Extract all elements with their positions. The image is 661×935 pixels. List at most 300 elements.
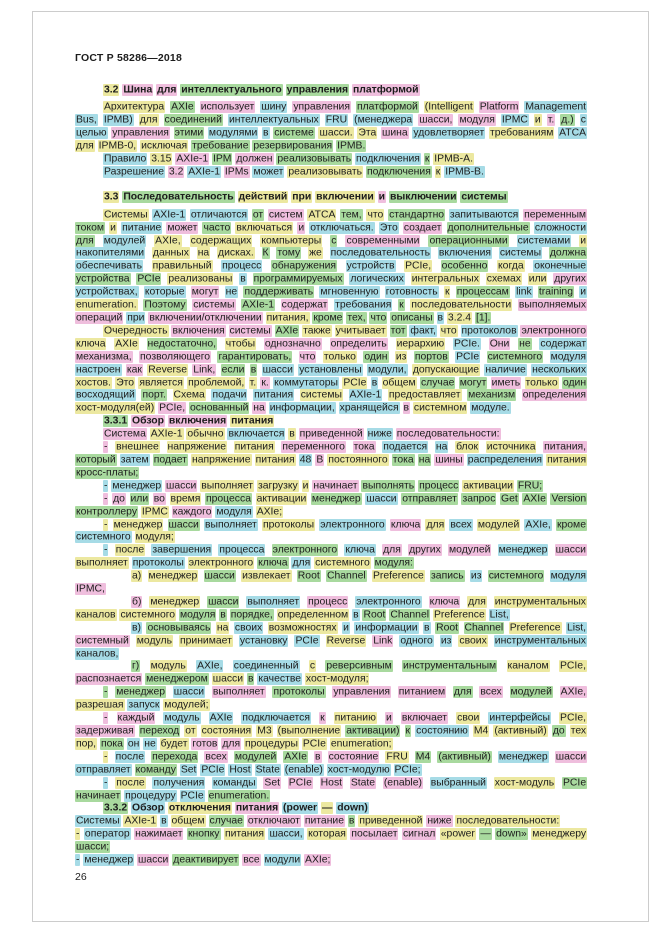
word-highlight: Set	[264, 777, 281, 789]
word-highlight: нажимает	[135, 828, 183, 840]
word-highlight: для	[292, 557, 311, 569]
word-highlight: особенно	[441, 260, 488, 272]
word-highlight: порядке,	[230, 609, 273, 621]
word-highlight: PCIe	[343, 377, 367, 389]
word-highlight: (активный)	[438, 751, 491, 763]
word-highlight: List,	[567, 622, 587, 634]
list-item	[75, 442, 587, 481]
word-highlight: в	[240, 273, 246, 285]
word-highlight: каждый	[117, 712, 155, 724]
word-highlight: устройствах,	[76, 286, 138, 298]
word-highlight: из	[470, 570, 482, 582]
word-highlight: до	[552, 725, 565, 737]
word-highlight: Архитектура	[104, 101, 165, 113]
word-highlight: схемах	[486, 273, 521, 285]
word-highlight: менеджеру	[532, 828, 587, 840]
word-highlight: на	[418, 454, 431, 466]
word-highlight: хостов.	[76, 377, 111, 389]
word-highlight: активации	[463, 480, 513, 492]
word-highlight: Management	[525, 101, 587, 113]
word-highlight: целью	[76, 127, 107, 139]
word-highlight: активации)	[346, 725, 400, 737]
word-highlight: должен	[236, 153, 273, 165]
word-highlight: факт,	[410, 325, 436, 337]
word-highlight: 3.2.4	[447, 312, 472, 324]
word-highlight: каналов,	[76, 648, 119, 660]
word-highlight: AXIe-1	[153, 209, 186, 221]
word-highlight: (Intelligent	[424, 101, 473, 113]
word-highlight: менеджер	[311, 493, 361, 505]
word-highlight: шасси	[262, 364, 293, 376]
word-highlight: к	[424, 153, 430, 165]
word-highlight: каждого	[172, 506, 212, 518]
word-highlight: требования	[335, 299, 392, 311]
word-highlight: управления	[333, 686, 390, 698]
word-highlight: training	[538, 286, 573, 298]
word-highlight: (enable)	[383, 777, 422, 789]
word-highlight: до	[113, 493, 125, 505]
word-highlight: модуля:	[374, 557, 413, 569]
word-highlight: питания,	[544, 441, 587, 453]
word-highlight: протоколы	[132, 557, 184, 569]
word-highlight: реализованы	[168, 273, 233, 285]
word-highlight: б)	[132, 596, 142, 608]
word-highlight: в	[348, 815, 355, 827]
word-highlight: менеджер	[498, 544, 548, 556]
word-highlight: платформой	[356, 101, 418, 113]
section-heading	[75, 191, 587, 204]
word-highlight: исключая	[141, 140, 188, 152]
word-highlight: пор,	[76, 738, 97, 750]
word-highlight: также	[303, 325, 331, 337]
word-highlight: модуле.	[471, 402, 510, 414]
word-highlight: шасси	[204, 570, 235, 582]
word-highlight: PCIe;	[394, 764, 421, 776]
word-highlight: состояние	[328, 751, 379, 763]
word-highlight: ATCA	[308, 209, 336, 221]
word-highlight: -	[76, 854, 80, 866]
word-highlight: если	[221, 364, 245, 376]
word-highlight: down)	[337, 802, 368, 814]
word-highlight: M4	[415, 751, 431, 763]
word-highlight: последовательности:	[456, 815, 560, 827]
word-highlight: хранящейся	[339, 402, 399, 414]
word-highlight: питания	[255, 454, 295, 466]
word-highlight: из	[440, 635, 452, 647]
word-highlight: 3.2	[168, 166, 184, 178]
word-highlight: которые	[144, 286, 185, 298]
word-highlight: распределения	[467, 454, 543, 466]
word-highlight: в	[220, 609, 226, 621]
word-highlight: одного	[400, 635, 433, 647]
word-highlight: и	[343, 622, 349, 634]
word-highlight: дисках.	[218, 247, 254, 259]
word-highlight: логических	[350, 273, 404, 285]
word-highlight: тока	[392, 454, 414, 466]
word-highlight: Схема	[173, 389, 205, 401]
word-highlight: электронного	[356, 596, 421, 608]
word-highlight: down»	[496, 828, 527, 840]
word-highlight: г)	[132, 660, 140, 672]
word-highlight: извлекает	[242, 570, 291, 582]
word-highlight: Link,	[193, 364, 216, 376]
list-item	[75, 545, 587, 571]
word-highlight: AXIe,	[560, 686, 587, 698]
word-highlight: -	[76, 828, 80, 840]
word-highlight: время	[170, 493, 201, 505]
word-highlight: enumeration.	[76, 299, 137, 311]
word-highlight: Reverse	[326, 635, 366, 647]
word-highlight: Platform	[479, 101, 519, 113]
word-highlight: (выполнение	[277, 725, 341, 737]
word-highlight: и	[110, 222, 116, 234]
word-highlight: модулей	[449, 544, 491, 556]
word-highlight: шасси.	[319, 127, 353, 139]
word-highlight: завершения	[152, 544, 212, 556]
word-highlight: питанием	[398, 686, 446, 698]
word-highlight: содержащих	[190, 235, 252, 247]
word-highlight: программируемых	[253, 273, 343, 285]
word-highlight: сигнал	[402, 828, 436, 840]
word-highlight: протоколов	[461, 325, 517, 337]
word-highlight: Это	[379, 222, 398, 234]
word-highlight: в	[371, 377, 378, 389]
word-highlight: соединений	[164, 114, 222, 126]
word-highlight: реализовывать	[277, 153, 352, 165]
word-highlight: управления	[293, 101, 350, 113]
word-highlight: в	[289, 428, 295, 440]
word-highlight: -	[104, 777, 108, 789]
word-highlight: запрос	[462, 493, 496, 505]
word-highlight: к	[399, 299, 404, 311]
word-highlight: шина	[381, 127, 408, 139]
word-highlight: выполняет	[201, 480, 254, 492]
word-highlight: т.	[547, 114, 555, 126]
word-highlight: шасси	[173, 686, 205, 698]
word-highlight: включении/отключении	[149, 312, 262, 324]
word-highlight: включает	[401, 712, 448, 724]
list-item	[75, 519, 587, 545]
word-highlight: реализовывать	[288, 166, 363, 178]
word-highlight: все	[243, 854, 260, 866]
word-highlight: каналов	[76, 609, 116, 621]
word-highlight: модуля	[550, 351, 587, 363]
word-highlight: к	[435, 166, 441, 178]
word-highlight: тока	[353, 441, 375, 453]
word-highlight: устройства	[76, 273, 130, 285]
word-highlight: Link	[373, 635, 393, 647]
word-highlight: принимает	[179, 635, 232, 647]
word-highlight: PCIe	[295, 635, 319, 647]
word-highlight: правильный	[152, 260, 212, 272]
word-highlight: питания	[235, 802, 279, 814]
word-highlight: соединенный	[233, 660, 299, 672]
word-highlight: Система	[104, 428, 146, 440]
word-highlight: информации,	[269, 402, 335, 414]
word-highlight: восходящий	[76, 389, 135, 401]
word-highlight: последовательности	[411, 299, 512, 311]
word-highlight: отключают	[247, 815, 300, 827]
word-highlight: обычно	[187, 428, 224, 440]
word-highlight: интеллектуального	[181, 84, 282, 95]
word-highlight: определить	[330, 338, 387, 350]
word-highlight: питания,	[266, 312, 309, 324]
word-highlight: отключаться.	[310, 222, 374, 234]
word-highlight: резервирования	[253, 140, 333, 152]
word-highlight: процедуру	[125, 790, 176, 802]
word-highlight: может	[253, 166, 284, 178]
word-highlight: -	[104, 686, 108, 698]
word-highlight: последовательность	[330, 247, 431, 259]
word-highlight: кросс-платы;	[76, 467, 139, 479]
word-highlight: тех,	[347, 312, 366, 324]
word-highlight: IPMC	[501, 114, 528, 126]
word-highlight: AXIe,	[525, 519, 551, 530]
word-highlight: модули,	[368, 364, 407, 376]
word-highlight: питание	[122, 222, 162, 234]
word-highlight: выполнять	[362, 480, 415, 492]
word-highlight: Поэтому	[144, 299, 186, 311]
word-highlight: выключении	[389, 191, 457, 203]
word-highlight: AXIe	[115, 338, 138, 350]
word-highlight: команды	[213, 777, 256, 789]
word-highlight: после	[116, 777, 145, 789]
word-highlight: операций	[76, 312, 123, 324]
word-highlight: однозначно	[264, 338, 321, 350]
word-highlight: State	[255, 764, 280, 776]
word-highlight: системном	[413, 402, 467, 414]
word-highlight: модуля	[550, 570, 587, 582]
word-highlight: модуль	[136, 635, 172, 647]
word-highlight: AXIe-1	[124, 815, 157, 827]
word-highlight: шасси	[555, 544, 586, 556]
word-highlight: один	[364, 351, 388, 363]
word-highlight: от	[252, 209, 264, 221]
word-highlight: системы	[229, 325, 271, 337]
word-highlight: после	[115, 544, 145, 556]
word-highlight: процесс	[222, 260, 262, 272]
word-highlight: тот	[390, 325, 406, 337]
word-highlight: шасси	[208, 596, 239, 608]
word-highlight: проблемой,	[188, 377, 245, 389]
word-highlight: -	[104, 544, 108, 556]
word-highlight: начинает	[313, 480, 358, 492]
word-highlight: -	[104, 712, 108, 724]
word-highlight: питания	[547, 454, 587, 466]
word-highlight: механизма,	[76, 351, 132, 363]
word-highlight: мгновенную	[320, 286, 379, 298]
word-highlight: IPMC,	[76, 583, 105, 595]
word-highlight: начинает	[76, 790, 121, 802]
word-highlight: затем	[120, 454, 149, 466]
word-highlight: AXIe-1	[349, 389, 382, 401]
word-highlight: электронного	[272, 544, 338, 556]
word-highlight: активации	[256, 493, 307, 505]
word-highlight: и	[298, 222, 305, 234]
word-highlight: предоставляет	[388, 389, 461, 401]
word-highlight: чтобы	[225, 338, 256, 350]
word-highlight: питания	[224, 828, 264, 840]
word-highlight: модуль	[150, 660, 186, 672]
word-highlight: с	[309, 660, 316, 672]
word-highlight: подачи	[212, 389, 247, 401]
word-highlight: «power	[440, 828, 475, 840]
word-highlight: процесс	[308, 596, 348, 608]
word-highlight: будет	[160, 738, 188, 750]
word-highlight: в	[250, 364, 257, 376]
word-highlight: обеспечивать	[76, 260, 142, 272]
word-highlight: платформой	[352, 84, 419, 95]
word-highlight: наличие	[485, 364, 526, 376]
word-highlight: IPMC	[141, 506, 168, 518]
word-highlight: для	[453, 686, 472, 698]
word-highlight: 3.3.2	[104, 802, 128, 814]
word-highlight: AXIe-1	[188, 166, 221, 178]
word-highlight: IPMB-A.	[434, 153, 473, 165]
word-highlight: и	[534, 114, 541, 126]
word-highlight: шину	[261, 101, 287, 113]
word-highlight: системами	[517, 235, 571, 247]
word-highlight: электронного	[521, 325, 586, 337]
word-highlight: системного	[76, 531, 131, 543]
word-highlight: ключа	[258, 557, 288, 569]
word-highlight: PCIe.	[453, 338, 480, 350]
word-highlight: менеджер	[112, 480, 162, 492]
word-highlight: в	[353, 609, 359, 621]
word-highlight: получения	[153, 777, 205, 789]
word-highlight: инструментальных	[494, 596, 586, 608]
word-highlight: процесса	[206, 493, 251, 505]
word-highlight: PCIe	[137, 273, 161, 285]
word-highlight: случае	[420, 377, 455, 389]
word-highlight: на	[435, 441, 448, 453]
word-highlight: в	[263, 127, 269, 139]
word-highlight: тем,	[341, 209, 362, 221]
word-highlight: 3.15	[151, 153, 172, 165]
word-highlight: в	[314, 751, 321, 763]
word-highlight: хост-модуль	[494, 777, 555, 789]
word-highlight: модуля	[179, 609, 216, 621]
word-highlight: готовность	[385, 286, 438, 298]
word-highlight: управления	[112, 127, 169, 139]
word-highlight: PCIe	[288, 777, 312, 789]
word-highlight: что	[440, 325, 457, 337]
word-highlight: всех	[450, 519, 472, 530]
word-highlight: FRU	[386, 751, 408, 763]
word-highlight: менеджером	[146, 673, 208, 685]
word-highlight: т.	[249, 377, 257, 389]
document-header: ГОСТ Р 58286—2018	[75, 52, 183, 64]
word-highlight: системы	[461, 191, 507, 203]
word-highlight: подает	[153, 454, 187, 466]
word-highlight: для	[383, 544, 401, 556]
section-heading	[75, 416, 587, 429]
word-highlight: ключа	[345, 544, 375, 556]
word-highlight: операционными	[429, 235, 508, 247]
word-highlight: Они	[489, 338, 510, 350]
word-highlight: общем	[382, 377, 416, 389]
word-highlight: Preference	[372, 570, 424, 582]
word-highlight: а)	[132, 570, 142, 582]
word-highlight: M4	[473, 725, 489, 737]
word-highlight: ниже	[427, 815, 452, 827]
word-highlight: модулей;	[164, 699, 209, 711]
word-highlight: содержат	[281, 299, 328, 311]
word-highlight: (активный)	[494, 725, 547, 737]
word-highlight: для	[426, 519, 445, 530]
word-highlight: пока	[100, 738, 123, 750]
word-highlight: для	[139, 114, 158, 126]
list-item	[75, 713, 587, 752]
paragraph	[75, 154, 587, 167]
word-highlight: блок	[456, 441, 479, 453]
word-highlight: менеджер	[113, 519, 163, 530]
word-highlight: на	[216, 622, 229, 634]
word-highlight: хост-модулю	[327, 764, 390, 776]
word-highlight: Host	[229, 764, 251, 776]
list-item	[75, 855, 587, 868]
word-highlight: тому	[277, 247, 301, 259]
word-highlight: в	[403, 402, 410, 414]
word-highlight: может	[167, 222, 198, 234]
word-highlight: Это	[116, 377, 135, 389]
word-highlight: системы	[300, 389, 342, 401]
word-highlight: на	[253, 402, 265, 414]
word-highlight: для	[157, 84, 177, 95]
word-highlight: приведенной	[359, 815, 423, 827]
word-highlight: настроен	[76, 364, 121, 376]
paragraph	[75, 622, 587, 661]
word-highlight: источника	[486, 441, 536, 453]
word-highlight: устройств	[346, 260, 395, 272]
word-highlight: (менеджера	[354, 114, 413, 126]
word-highlight: подключения	[366, 166, 431, 178]
word-highlight: Обзор	[132, 415, 164, 427]
word-highlight: включении	[316, 191, 374, 203]
word-highlight: перехода	[152, 751, 198, 763]
word-highlight: IPMB.	[337, 140, 366, 152]
word-highlight: позволяющего	[140, 351, 211, 363]
word-highlight: поддерживать	[244, 286, 314, 298]
word-highlight: -	[104, 493, 108, 505]
word-highlight: порт.	[142, 389, 166, 401]
word-highlight: шасси	[166, 480, 197, 492]
word-highlight: гарантировать,	[218, 351, 292, 363]
word-highlight: AXIe	[284, 751, 307, 763]
word-highlight: отключения	[168, 802, 231, 814]
word-highlight: Reverse	[148, 364, 187, 376]
document-content	[75, 84, 587, 867]
word-highlight: и	[580, 286, 587, 298]
word-highlight: процедуры	[245, 738, 298, 750]
word-highlight: состояния	[201, 725, 252, 737]
word-highlight: случае	[209, 815, 243, 827]
word-highlight: для	[76, 140, 94, 152]
word-highlight: отправляет	[76, 764, 131, 776]
word-highlight: данных	[152, 247, 189, 259]
word-highlight: Последовательность	[123, 191, 234, 203]
word-highlight: 3.2	[104, 84, 119, 95]
word-highlight: PCIe	[201, 764, 225, 776]
word-highlight: содержат	[540, 338, 587, 350]
word-highlight: шины	[435, 454, 463, 466]
word-highlight: AXIe;	[256, 506, 283, 518]
word-highlight: ATCA	[559, 127, 587, 139]
word-highlight: модуля	[216, 506, 252, 518]
word-highlight: включения	[438, 247, 492, 259]
word-highlight: описаны	[391, 312, 433, 324]
word-highlight: он	[127, 738, 140, 750]
